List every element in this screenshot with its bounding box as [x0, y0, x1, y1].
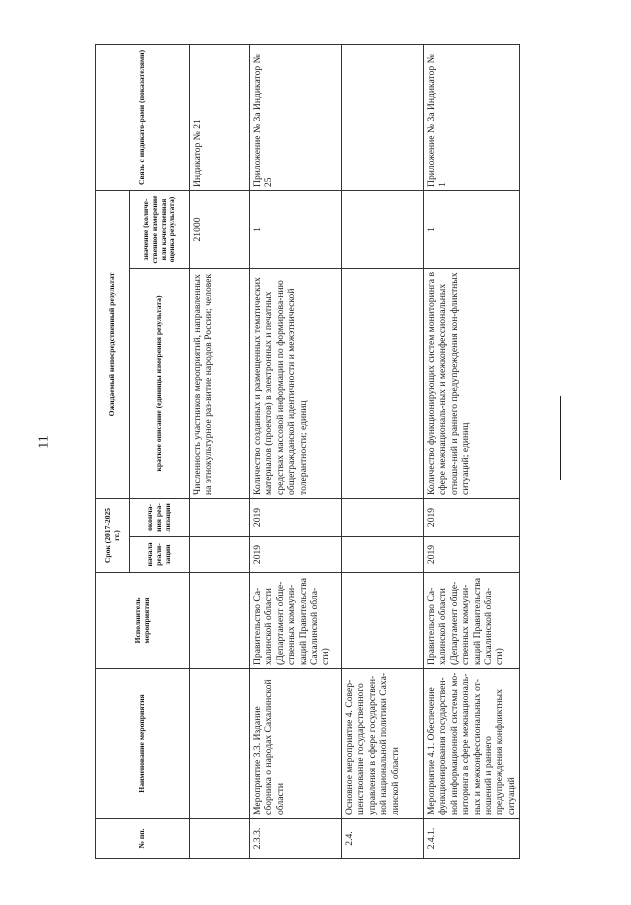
header-link: Связь с индикато-рами (показателями)	[96, 44, 190, 190]
cell-executor	[342, 573, 424, 669]
cell-value: 1	[250, 190, 342, 268]
cell-start: 2019	[424, 537, 520, 573]
cell-num	[190, 819, 250, 859]
cell-end	[190, 498, 250, 536]
cell-value: 21000	[190, 190, 250, 268]
page-number: 11	[36, 435, 52, 449]
cell-link: Индикатор № 21	[190, 44, 250, 190]
cell-desc	[342, 268, 424, 498]
cell-num: 2.4.	[342, 819, 424, 859]
cell-desc: Численность участников мероприятий, направленных на этнокультурное раз-витие народов России; человек	[190, 268, 250, 498]
table-row	[424, 44, 520, 858]
cell-num: 2.4.1.	[424, 819, 520, 859]
table-row	[250, 44, 342, 858]
cell-link: Приложение № 3а Индикатор № 25	[250, 44, 342, 190]
header-executor: Исполнитель мероприятия	[96, 573, 190, 669]
cell-start: 2019	[250, 537, 342, 573]
signature-line	[560, 396, 561, 480]
cell-name	[190, 669, 250, 819]
header-expected-value: значение (количе-ственное измерение или качественная оценка результата)	[130, 190, 190, 268]
cell-link: Приложение № 3а Индикатор № 1	[424, 44, 520, 190]
cell-name: Мероприятие 3.3. Издание сборника о народах Сахалинской области	[250, 669, 342, 819]
header-period-start: начала реали-зации	[130, 537, 190, 573]
cell-num: 2.3.3.	[250, 819, 342, 859]
cell-desc: Количество функционирующих систем мониторинга в сфере межнациональ-ных и межконфессиональных отноше-ний и раннего предупреждения кон-фликтных ситуаций; единиц	[424, 268, 520, 498]
cell-name: Мероприятие 4.1. Обеспечение функционирования государствен-ной информационной системы мо-ниторинга в сфере межнациональ-ных и межконфессиональных от-ношений и раннего предупреждения конфликтных ситуаций	[424, 669, 520, 819]
header-name: Наименование мероприятия	[96, 669, 190, 819]
table-row	[342, 44, 424, 858]
header-period-end: оконча-ния реа-лизации	[130, 498, 190, 536]
cell-end	[342, 498, 424, 536]
program-table	[95, 44, 520, 859]
cell-executor: Правительство Са-халинской области (Департамент обще-ственных коммуни-каций Правительства Сахалинской обла-сти)	[424, 573, 520, 669]
header-period: Срок (2017-2025 гг.)	[96, 498, 130, 572]
cell-start	[190, 537, 250, 573]
cell-start	[342, 537, 424, 573]
cell-end: 2019	[424, 498, 520, 536]
cell-end: 2019	[250, 498, 342, 536]
header-expected: Ожидаемый непосредственный результат	[96, 190, 130, 498]
cell-link	[342, 44, 424, 190]
cell-executor: Правительство Са-халинской области (Департамент обще-ственных коммуни-каций Правительства Сахалинской обла-сти)	[250, 573, 342, 669]
cell-desc: Количество созданных и размещенных тематических материалов (проектов) в электронных и печатных средствах массовой информации по формирова-нию общегражданской идентичности и межэтнической толерантности; единиц	[250, 268, 342, 498]
header-expected-desc: краткое описание (единицы измерения результата)	[130, 268, 190, 498]
cell-executor	[190, 573, 250, 669]
cell-name: Основное мероприятие 4. Совер-шенствование государственного управления в сфере государствен-ной национальной политики Саха-линской области	[342, 669, 424, 819]
header-num: № пп.	[96, 819, 190, 859]
header-row	[96, 44, 130, 858]
cell-value: 1	[424, 190, 520, 268]
rotated-table-container	[95, 45, 517, 859]
cell-value	[342, 190, 424, 268]
table-row	[190, 44, 250, 858]
